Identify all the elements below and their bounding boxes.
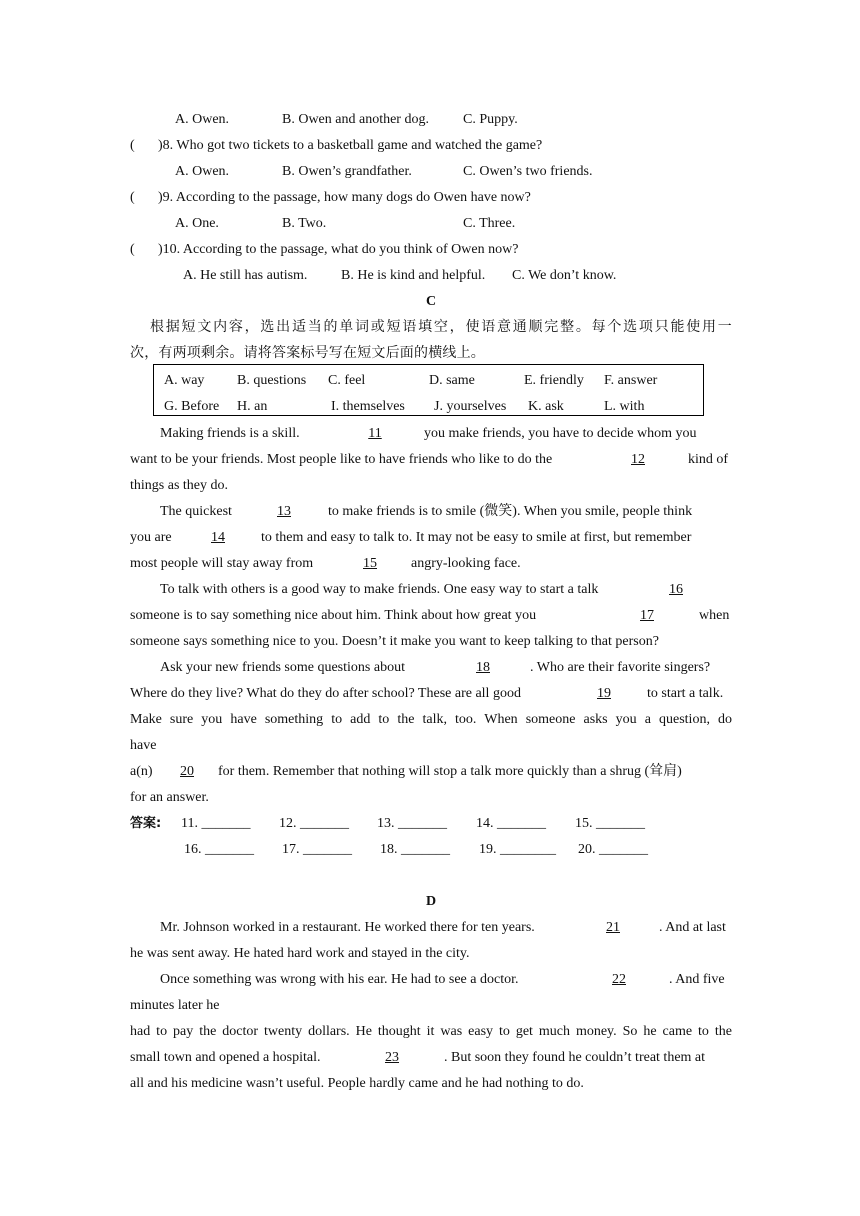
blank-16: 16: [669, 582, 683, 597]
c-p2-text: most people will stay away from: [130, 556, 314, 571]
q9-stem: )9. According to the passage, how many dogs do Owen have now?: [158, 190, 531, 205]
d-p1-text: he was sent away. He hated hard work and stayed in the city.: [130, 946, 470, 961]
d-p2-text: all and his medicine wasn’t useful. People hardly came and he had nothing to do.: [130, 1076, 584, 1091]
blank-17: 17: [640, 608, 654, 623]
d-p2-text: . And five: [669, 972, 725, 987]
word-bank-option: D. same: [429, 373, 475, 388]
q8-option-b: B. Owen’s grandfather.: [282, 164, 412, 179]
word-bank-option: F. answer: [604, 373, 658, 388]
c-p1-text: you make friends, you have to decide whom you: [424, 426, 697, 441]
q10-option-b: B. He is kind and helpful.: [341, 268, 486, 283]
c-p4-text: Ask your new friends some questions about: [160, 660, 405, 675]
q10-option-a: A. He still has autism.: [183, 268, 308, 283]
c-p2-text: The quickest: [160, 504, 232, 519]
word-bank-option: I. themselves: [331, 399, 405, 414]
answer-slot: 20. _______: [578, 842, 648, 857]
blank-19: 19: [597, 686, 611, 701]
word-bank-option: B. questions: [237, 373, 307, 388]
d-p1-text: . And at last: [659, 920, 726, 935]
word-bank-option: K. ask: [528, 399, 564, 414]
c-p1-text: want to be your friends. Most people like to have friends who like to do the: [130, 452, 553, 467]
c-p4-text: . Who are their favorite singers?: [530, 660, 711, 675]
section-c-title: C: [425, 294, 437, 309]
d-p2-text: had to pay the doctor twenty dollars. He thought it was easy to get much money. So he came to the: [130, 1024, 732, 1039]
section-d-title: D: [425, 894, 437, 909]
word-bank-option: A. way: [164, 373, 205, 388]
blank-15: 15: [363, 556, 377, 571]
q8-option-a: A. Owen.: [175, 164, 230, 179]
c-p4-text: Make sure you have something to add to the talk, too. When someone asks you a question, do: [130, 712, 732, 727]
word-bank-option: J. yourselves: [434, 399, 507, 414]
q9-option-b: B. Two.: [282, 216, 327, 231]
blank-13: 13: [277, 504, 291, 519]
blank-12: 12: [631, 452, 645, 467]
blank-22: 22: [612, 972, 626, 987]
d-p2-text: . But soon they found he couldn’t treat them at: [444, 1050, 706, 1065]
word-bank-box: [153, 364, 704, 416]
answer-slot: 17. _______: [282, 842, 352, 857]
q7-option-b: B. Owen and another dog.: [282, 112, 429, 127]
answer-slot: 18. _______: [380, 842, 450, 857]
d-p2-text: Once something was wrong with his ear. He had to see a doctor.: [160, 972, 519, 987]
q9-paren: (: [130, 190, 135, 205]
word-bank-option: C. feel: [328, 373, 366, 388]
c-p2-text: to make friends is to smile (微笑). When you smile, people think: [328, 504, 693, 519]
q10-option-c: C. We don’t know.: [512, 268, 617, 283]
blank-21: 21: [606, 920, 620, 935]
word-bank-option: G. Before: [164, 399, 220, 414]
q9-option-a: A. One.: [175, 216, 219, 231]
c-p3-text: someone says something nice to you. Doesn’t it make you want to keep talking to that person?: [130, 634, 659, 649]
word-bank-option: L. with: [604, 399, 645, 414]
blank-20: 20: [180, 764, 194, 779]
c-p1-text: Making friends is a skill.: [160, 426, 300, 441]
d-p1-text: Mr. Johnson worked in a restaurant. He worked there for ten years.: [160, 920, 535, 935]
q8-option-c: C. Owen’s two friends.: [463, 164, 593, 179]
c-p3-text: To talk with others is a good way to make friends. One easy way to start a talk: [160, 582, 599, 597]
c-p3-text: when: [699, 608, 730, 623]
q8-stem: )8. Who got two tickets to a basketball game and watched the game?: [158, 138, 543, 153]
word-bank-option: H. an: [237, 399, 268, 414]
c-p4-text: for an answer.: [130, 790, 209, 805]
answer-slot: 16. _______: [184, 842, 254, 857]
q8-paren: (: [130, 138, 135, 153]
q7-option-a: A. Owen.: [175, 112, 230, 127]
c-p1-text: kind of: [688, 452, 729, 467]
q9-option-c: C. Three.: [463, 216, 516, 231]
word-bank-option: E. friendly: [524, 373, 584, 388]
answer-slot: 12. _______: [279, 816, 349, 831]
c-p2-text: angry-looking face.: [411, 556, 521, 571]
c-p2-text: you are: [130, 530, 172, 545]
blank-14: 14: [211, 530, 225, 545]
q7-option-c: C. Puppy.: [463, 112, 518, 127]
c-p4-text: Where do they live? What do they do after school? These are all good: [130, 686, 521, 701]
c-p4-text: to start a talk.: [647, 686, 724, 701]
answer-slot: 14. _______: [476, 816, 546, 831]
blank-11: 11: [368, 426, 382, 441]
answer-slot: 13. _______: [377, 816, 447, 831]
answer-slot: 15. _______: [575, 816, 645, 831]
c-p3-text: someone is to say something nice about him. Think about how great you: [130, 608, 537, 623]
answer-slot: 11. _______: [181, 816, 251, 831]
c-p2-text: to them and easy to talk to. It may not be easy to smile at first, but remember: [261, 530, 692, 545]
c-p4-text: a(n): [130, 764, 153, 779]
answer-slot: 19. ________: [479, 842, 556, 857]
d-p2-text: minutes later he: [130, 998, 220, 1013]
q10-stem: )10. According to the passage, what do you think of Owen now?: [158, 242, 519, 257]
q10-paren: (: [130, 242, 135, 257]
section-c-instruction-line2: 次，有两项剩余。请将答案标号写在短文后面的横线上。: [130, 345, 485, 361]
d-p2-text: small town and opened a hospital.: [130, 1050, 321, 1065]
c-p4-text: have: [130, 738, 157, 753]
c-p4-text: for them. Remember that nothing will stop a talk more quickly than a shrug (耸肩): [218, 764, 682, 779]
section-c-instruction-line1: 根据短文内容，选出适当的单词或短语填空，使语意通顺完整。每个选项只能使用一: [150, 319, 732, 335]
answers-label: 答案:: [130, 816, 162, 831]
c-p1-text: things as they do.: [130, 478, 228, 493]
blank-23: 23: [385, 1050, 399, 1065]
blank-18: 18: [476, 660, 490, 675]
